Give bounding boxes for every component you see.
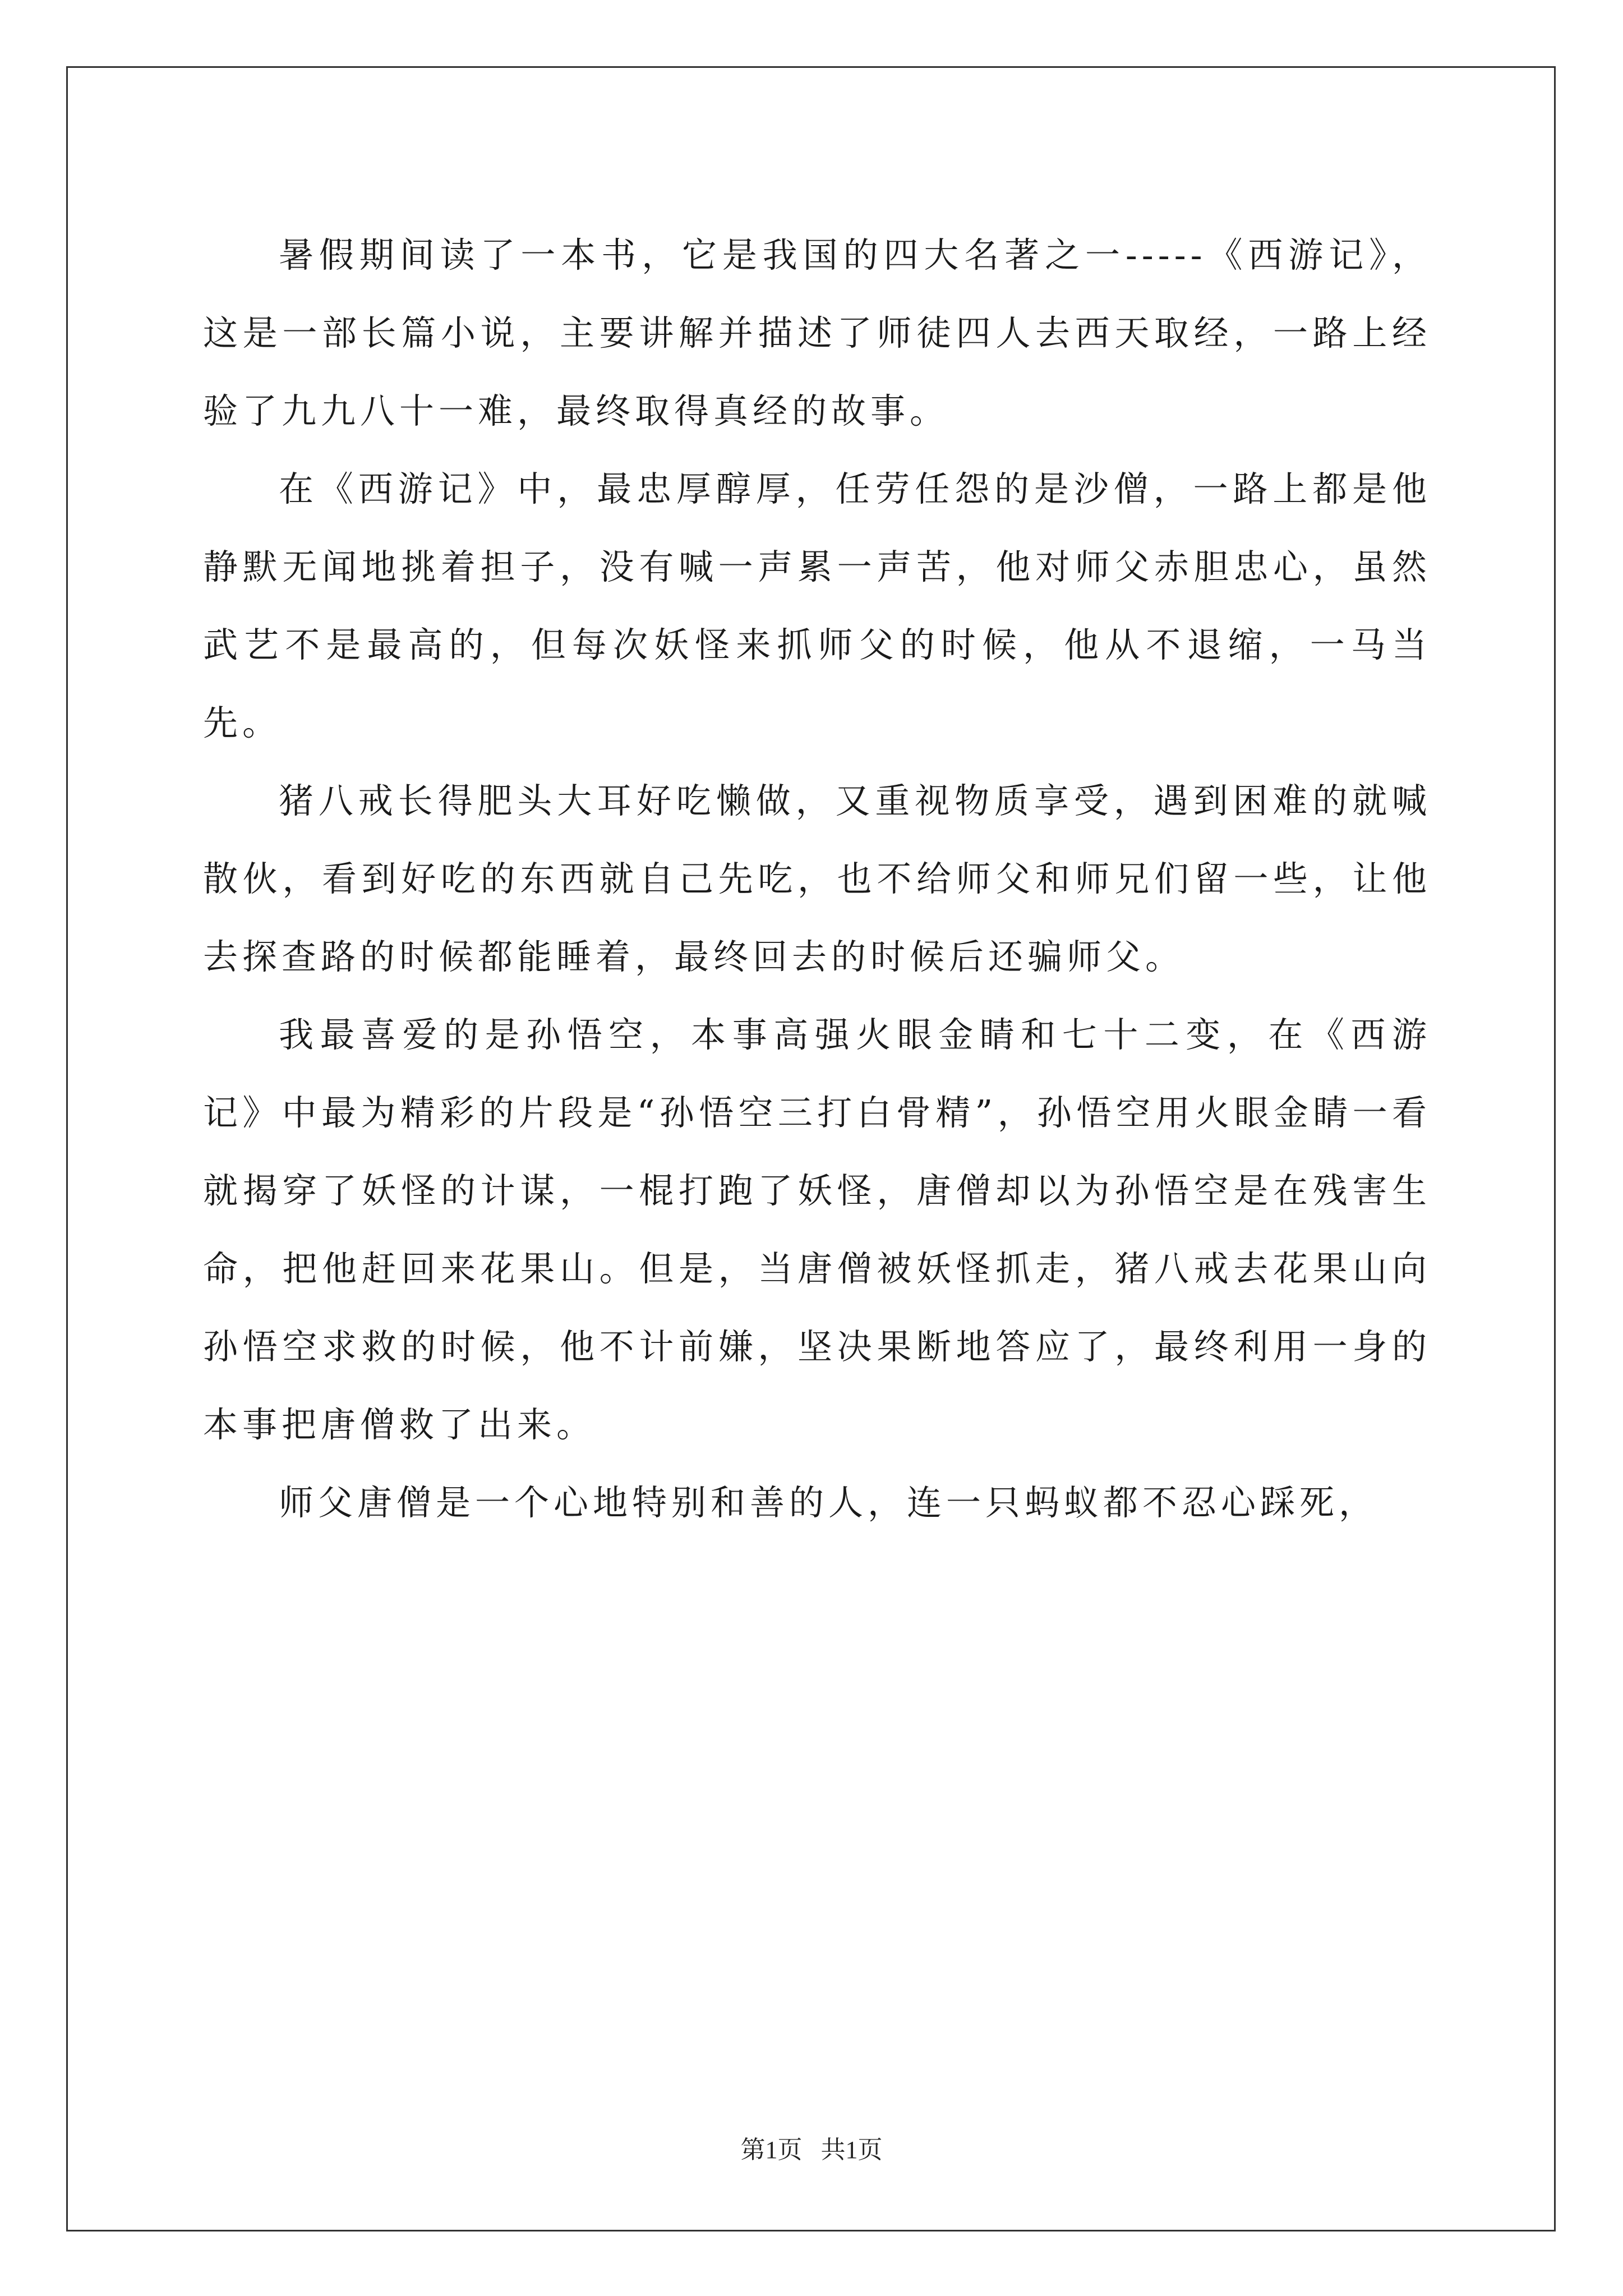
page-number-label: 第1页 共1页: [740, 2136, 883, 2164]
paragraph-2: 在《西游记》中，最忠厚醇厚，任劳任怨的是沙僧，一路上都是他静默无闻地挑着担子，没有喊一声累一声苦，他对师父赤胆忠心，虽然武艺不是最高的，但每次妖怪来抓师父的时候，他从不退缩，一马当先。: [203, 468, 1431, 743]
paragraph-4: 我最喜爱的是孙悟空，本事高强火眼金睛和七十二变，在《西游记》中最为精彩的片段是“孙悟空三打白骨精”，孙悟空用火眼金睛一看就揭穿了妖怪的计谋，一棍打跑了妖怪，唐僧却以为孙悟空是在残害生命，把他赶回来花果山。但是，当唐僧被妖怪抓走，猪八戒去花果山向孙悟空求救的时候，他不计前嫌，坚决果断地答应了，最终利用一身的本事把唐僧救了出来。: [203, 1014, 1431, 1445]
paragraph-1: 暑假期间读了一本书，它是我国的四大名著之一-----《西游记》，这是一部长篇小说，主要讲解并描述了师徒四人去西天取经，一路上经验了九九八十一难，最终取得真经的故事。: [203, 234, 1431, 431]
page-footer: [0, 2129, 1623, 2165]
paragraph-3: 猪八戒长得肥头大耳好吃懒做，又重视物质享受，遇到困难的就喊散伙，看到好吃的东西就自己先吃，也不给师父和师兄们留一些，让他去探查路的时候都能睡着，最终回去的时候后还骗师父。: [203, 780, 1431, 977]
document-body: [203, 216, 1431, 1542]
paragraph-5: 师父唐僧是一个心地特别和善的人，连一只蚂蚁都不忍心踩死，: [279, 1482, 1378, 1523]
